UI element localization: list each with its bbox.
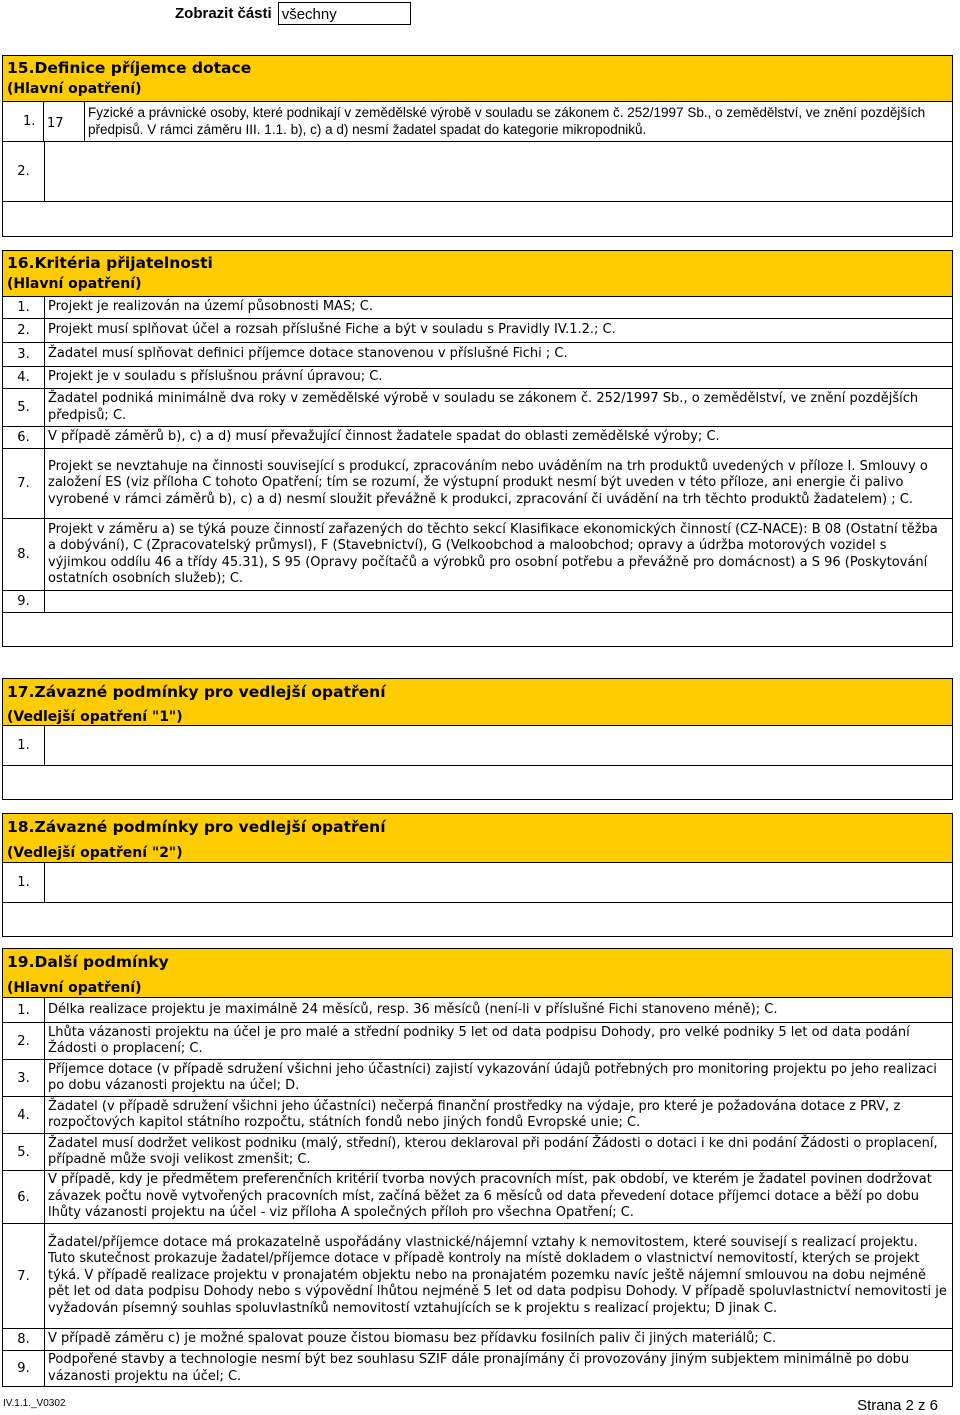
item-text: Fyzické a právnické osoby, které podnikají v zemědělské výrobě v souladu se zákonem č. 252/1997 Sb., o zemědělství, ve znění pozdějších předpisů. V rámci záměru III. 1.1. b), c) a d) nesmí žadatel spadat do kategorie mikropodniků. <box>88 105 926 137</box>
section-17 <box>2 678 953 800</box>
filter-bar <box>175 1 411 26</box>
section-16 <box>2 250 953 647</box>
list-item <box>2 1351 953 1387</box>
list-item <box>2 1023 953 1060</box>
list-item <box>2 319 953 343</box>
list-item <box>2 297 953 319</box>
item-number: 1. <box>3 297 45 318</box>
list-item <box>2 142 953 202</box>
section-18 <box>2 813 953 937</box>
item-text: Projekt musí splňovat účel a rozsah příslušné Fiche a být v souladu s Pravidly IV.1.2.; C. <box>48 322 616 338</box>
list-item <box>2 427 953 449</box>
item-text: Projekt se nevztahuje na činnosti související s produkcí, zpracováním nebo uváděním na trh produktů uvedených v příloze I. Smlouvy o založení ES (viz příloha C tohoto Opatření; tím se rozumí, že výstupní produkt nesmí být uveden v této příloze, ani energie či palivo vyrobené v rámci záměrů b), c) a d) nesmí sloužit převážně k produkci, zpracování či uvádění na trh těchto produktů žadatelem) ; C. <box>48 458 928 507</box>
section-header <box>2 678 953 726</box>
item-number: 2. <box>3 1023 45 1059</box>
item-text <box>45 726 952 765</box>
item-number: 4. <box>3 367 45 388</box>
section-spacer <box>2 202 953 237</box>
item-number: 9. <box>3 591 45 612</box>
list-item <box>2 1060 953 1097</box>
list-item <box>2 343 953 367</box>
item-text <box>45 591 952 612</box>
section-title: 19.Další podmínky <box>7 953 169 971</box>
item-number: 2. <box>3 319 45 342</box>
filter-label: Zobrazit části <box>175 5 272 22</box>
item-number: 7. <box>3 449 45 518</box>
item-text: Délka realizace projektu je maximálně 24 měsíců, resp. 36 měsíců (není-li v příslušné Fichi stanoveno méně); C. <box>48 1001 778 1017</box>
item-text <box>45 863 952 902</box>
list-item <box>2 1134 953 1171</box>
section-15 <box>2 55 953 237</box>
list-item <box>2 998 953 1023</box>
item-text: Příjemce dotace (v případě sdružení všichni jeho účastníci) zajistí vykazování údajů potřebných pro monitoring projektu po jeho realizaci po dobu vázanosti projektu na účel; D. <box>48 1061 937 1093</box>
list-item <box>2 1097 953 1134</box>
footer-page-number: Strana 2 z 6 <box>857 1397 938 1414</box>
item-number: 8. <box>3 519 45 590</box>
item-number: 1. <box>3 863 45 902</box>
list-item <box>2 1224 953 1329</box>
item-number: 4. <box>3 1097 45 1133</box>
item-number: 2. <box>3 142 45 201</box>
section-header <box>2 55 953 102</box>
section-subtitle: (Vedlejší opatření "2") <box>7 845 183 861</box>
section-header <box>2 948 953 998</box>
section-spacer <box>2 613 953 647</box>
item-number: 7. <box>3 1224 45 1328</box>
item-number: 9. <box>3 1351 45 1386</box>
item-text: V případě záměrů b), c) a d) musí převažující činnost žadatele spadat do oblasti zemědělské výroby; C. <box>48 429 720 445</box>
list-item <box>2 389 953 427</box>
list-item <box>2 519 953 591</box>
filter-select[interactable]: všechny <box>278 2 411 25</box>
item-number: 3. <box>3 1060 45 1096</box>
section-title: 17.Závazné podmínky pro vedlejší opatření <box>7 683 386 701</box>
list-item <box>2 591 953 613</box>
list-item <box>2 1329 953 1351</box>
section-title: 16.Kritéria přijatelnosti <box>7 254 213 272</box>
list-item <box>2 726 953 766</box>
section-title: 15.Definice příjemce dotace <box>7 59 252 77</box>
item-text: Žadatel (v případě sdružení všichni jeho účastníci) nečerpá finanční prostředky na výdaje, pro které je požadována dotace z PRV, z rozpočtových kapitol státního rozpočtu, státních fondů nebo jiných fondů Evropské unie; C. <box>48 1098 901 1130</box>
item-number: 8. <box>3 1329 45 1350</box>
section-spacer <box>2 766 953 800</box>
item-number: 5. <box>3 1134 45 1170</box>
item-text: Žadatel podniká minimálně dva roky v zemědělské výrobě v souladu se zákonem č. 252/1997 Sb., o zemědělství, ve znění pozdějších předpisů; C. <box>48 391 919 423</box>
item-number-label: 1. <box>23 114 36 129</box>
item-number <box>3 102 85 141</box>
section-subtitle: (Hlavní opatření) <box>7 980 142 996</box>
footer-document-code: IV.1.1._V0302 <box>3 1398 66 1409</box>
item-number: 1. <box>3 998 45 1022</box>
list-item <box>2 449 953 519</box>
list-item <box>2 102 953 142</box>
item-number: 5. <box>3 389 45 426</box>
item-number: 3. <box>3 343 45 366</box>
section-19 <box>2 948 953 1387</box>
item-number: 1. <box>3 726 45 765</box>
item-text: Projekt je v souladu s příslušnou právní úpravou; C. <box>48 369 383 385</box>
section-header <box>2 813 953 863</box>
item-text: Projekt v záměru a) se týká pouze činností zařazených do těchto sekcí Klasifikace ekonomických činností (CZ-NACE): B 08 (Ostatní těžba a dobývání), C (Zpracovatelský průmysl), F (Stavebnictví), G (Velkoobchod a maloobchod; opravy a údržba motorových vozidel s výjimkou oddílu 46 a třídy 45.31), S 95 (Opravy počítačů a výrobků pro osobní potřebu a převážně pro domácnost) a S 96 (Poskytování ostatních osobních služeb); C. <box>48 521 938 586</box>
item-text: V případě, kdy je předmětem preferenčních kritérií tvorba nových pracovních míst, pak období, ve kterém je žadatel povinen dodržovat závazek počtu nově vytvořených pracovních míst, začíná běžet za 6 měsíců od data převedení dotace příjemci dotace a běží po dobu lhůty vázanosti projektu na účel - viz příloha A společných příloh pro všechna Opatření; C. <box>48 1172 932 1221</box>
item-text: Projekt je realizován na území působnosti MAS; C. <box>48 299 373 315</box>
section-spacer <box>2 903 953 937</box>
item-text: Lhůta vázanosti projektu na účel je pro malé a střední podniky 5 let od data podpisu Dohody, pro velké podniky 5 let od data podání Žádosti o proplacení; C. <box>48 1024 910 1056</box>
section-title: 18.Závazné podmínky pro vedlejší opatření <box>7 818 386 836</box>
item-text: Žadatel musí dodržet velikost podniku (malý, střední), kterou deklaroval při podání Žádosti o dotaci i ke dni podání Žádosti o proplacení, případně může svoji velikost zmenšit; C. <box>48 1135 938 1167</box>
item-text <box>45 142 952 201</box>
list-item <box>2 367 953 389</box>
item-number: 6. <box>3 427 45 448</box>
item-text: V případě záměru c) je možné spalovat pouze čistou biomasu bez přídavku fosilních paliv či jiných materiálů; C. <box>48 1331 777 1347</box>
item-text: Žadatel musí splňovat definici příjemce dotace stanovenou v příslušné Fichi ; C. <box>48 346 568 362</box>
item-code: 17 <box>47 116 64 131</box>
list-item <box>2 863 953 903</box>
item-text: Podpořené stavby a technologie nesmí být bez souhlasu SZIF dále pronajímány či provozovány jiným subjektem minimálně po dobu vázanosti projektu na účel; C. <box>48 1352 910 1384</box>
section-subtitle: (Hlavní opatření) <box>7 81 142 97</box>
section-subtitle: (Hlavní opatření) <box>7 276 142 292</box>
item-number: 6. <box>3 1171 45 1223</box>
section-subtitle: (Vedlejší opatření "1") <box>7 709 183 725</box>
list-item <box>2 1171 953 1224</box>
item-text: Žadatel/příjemce dotace má prokazatelně uspořádány vlastnické/nájemní vztahy k nemovitostem, které souvisejí s realizací projektu. Tuto skutečnost prokazuje žadatel/příjemce dotace v případě kontroly na místě dokladem o vlastnictví nemovitostí, kterých se projekt týká. V případě realizace projektu v pronajatém objektu nebo na pronajatém pozemku navíc ještě nájemní smlouvou na dobu nejméně pět let od data podpisu Dohody nebo s výpovědní lhůtou nejméně 5 let od data podpisu Dohody. V případě spoluvlastnictví nemovitosti je vyžadován písemný souhlas spoluvlastníků nemovitostí vztahujících se k projektu s realizací projektu; D jinak C. <box>48 1234 947 1316</box>
section-header <box>2 250 953 297</box>
